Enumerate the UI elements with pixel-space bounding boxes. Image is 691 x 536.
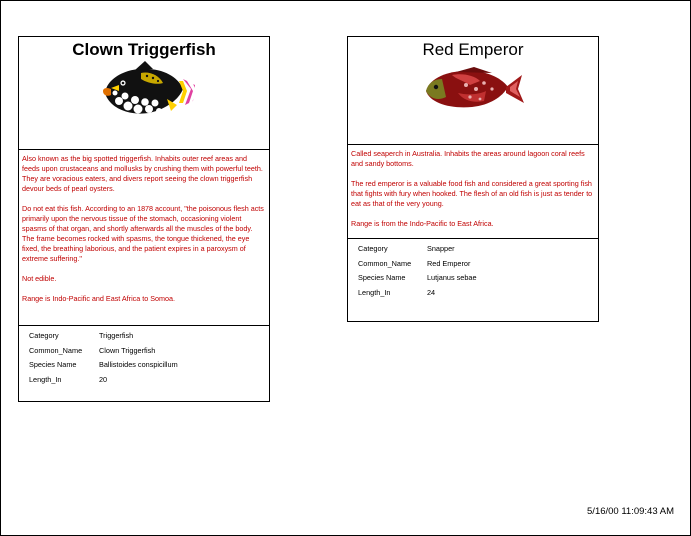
field-row-common-name xyxy=(358,259,598,274)
field-value: Snapper xyxy=(427,244,455,253)
field-row-species-name xyxy=(358,273,598,288)
field-label: Category xyxy=(29,331,59,340)
field-row-category xyxy=(358,244,598,259)
card-fields xyxy=(348,239,598,302)
field-label: Common_Name xyxy=(358,258,412,268)
field-row-length xyxy=(358,288,598,303)
notes-paragraph: The red emperor is a valuable food fish and considered a great sporting fish that fights with fury when hooked. The flesh of an old fish is just as tender to eat as that of the very young. xyxy=(351,179,593,208)
field-row-length xyxy=(29,375,269,390)
field-label: Species Name xyxy=(358,273,406,282)
field-label: Common_Name xyxy=(29,345,83,355)
notes-paragraph: Do not eat this fish. According to an 1878 account, "the poisonous flesh acts primarily upon the nervous tissue of the stomach, occasioning violent spasms of that organ, and shortly afterwards all the muscles of the body. The frame becomes rocked with spasms, the tongue thickened, the eye fixed, the breathing laborious, and the patient expires in a paroxysm of extreme suffering." xyxy=(22,204,264,263)
notes-paragraph: Also known as the big spotted triggerfish. Inhabits outer reef areas and feeds upon crustaceans and mollusks by crushing them with powerful teeth. They are voracious eaters, and divers report seeing the clown triggerfish devour beds of pearl oysters. xyxy=(22,154,263,193)
fish-card-red-emperor xyxy=(347,36,599,322)
field-row-species-name xyxy=(29,360,269,375)
card-notes xyxy=(19,150,269,326)
card-title: Clown Triggerfish xyxy=(72,40,216,59)
card-header xyxy=(19,37,269,150)
notes-paragraph: Not edible. xyxy=(22,274,57,283)
notes-paragraph: Range is Indo-Pacific and East Africa to Somoa. xyxy=(22,294,176,303)
field-label: Length_In xyxy=(29,374,62,384)
field-label: Length_In xyxy=(358,287,391,297)
field-value: 24 xyxy=(427,287,436,297)
clown-triggerfish-image xyxy=(97,61,197,119)
card-title: Red Emperor xyxy=(422,40,524,59)
field-value: Triggerfish xyxy=(99,331,134,340)
notes-paragraph: Called seaperch in Australia. Inhabits the areas around lagoon coral reefs and sandy bottoms. xyxy=(351,149,585,168)
card-header xyxy=(348,37,598,145)
red-emperor-image xyxy=(422,67,526,113)
field-value: Clown Triggerfish xyxy=(99,345,156,355)
field-row-common-name xyxy=(29,346,269,361)
card-notes xyxy=(348,145,598,239)
fish-card-clown-triggerfish xyxy=(18,36,270,402)
field-value: Ballistoides conspicillum xyxy=(99,360,178,369)
field-label: Category xyxy=(358,244,388,253)
field-value: 20 xyxy=(99,374,108,384)
field-value: Lutjanus sebae xyxy=(427,273,477,282)
field-row-category xyxy=(29,331,269,346)
field-value: Red Emperor xyxy=(427,258,471,268)
notes-paragraph: Range is from the Indo-Pacific to East Africa. xyxy=(351,219,494,228)
card-fields xyxy=(19,326,269,389)
field-label: Species Name xyxy=(29,360,77,369)
print-timestamp: 5/16/00 11:09:43 AM xyxy=(587,506,674,517)
